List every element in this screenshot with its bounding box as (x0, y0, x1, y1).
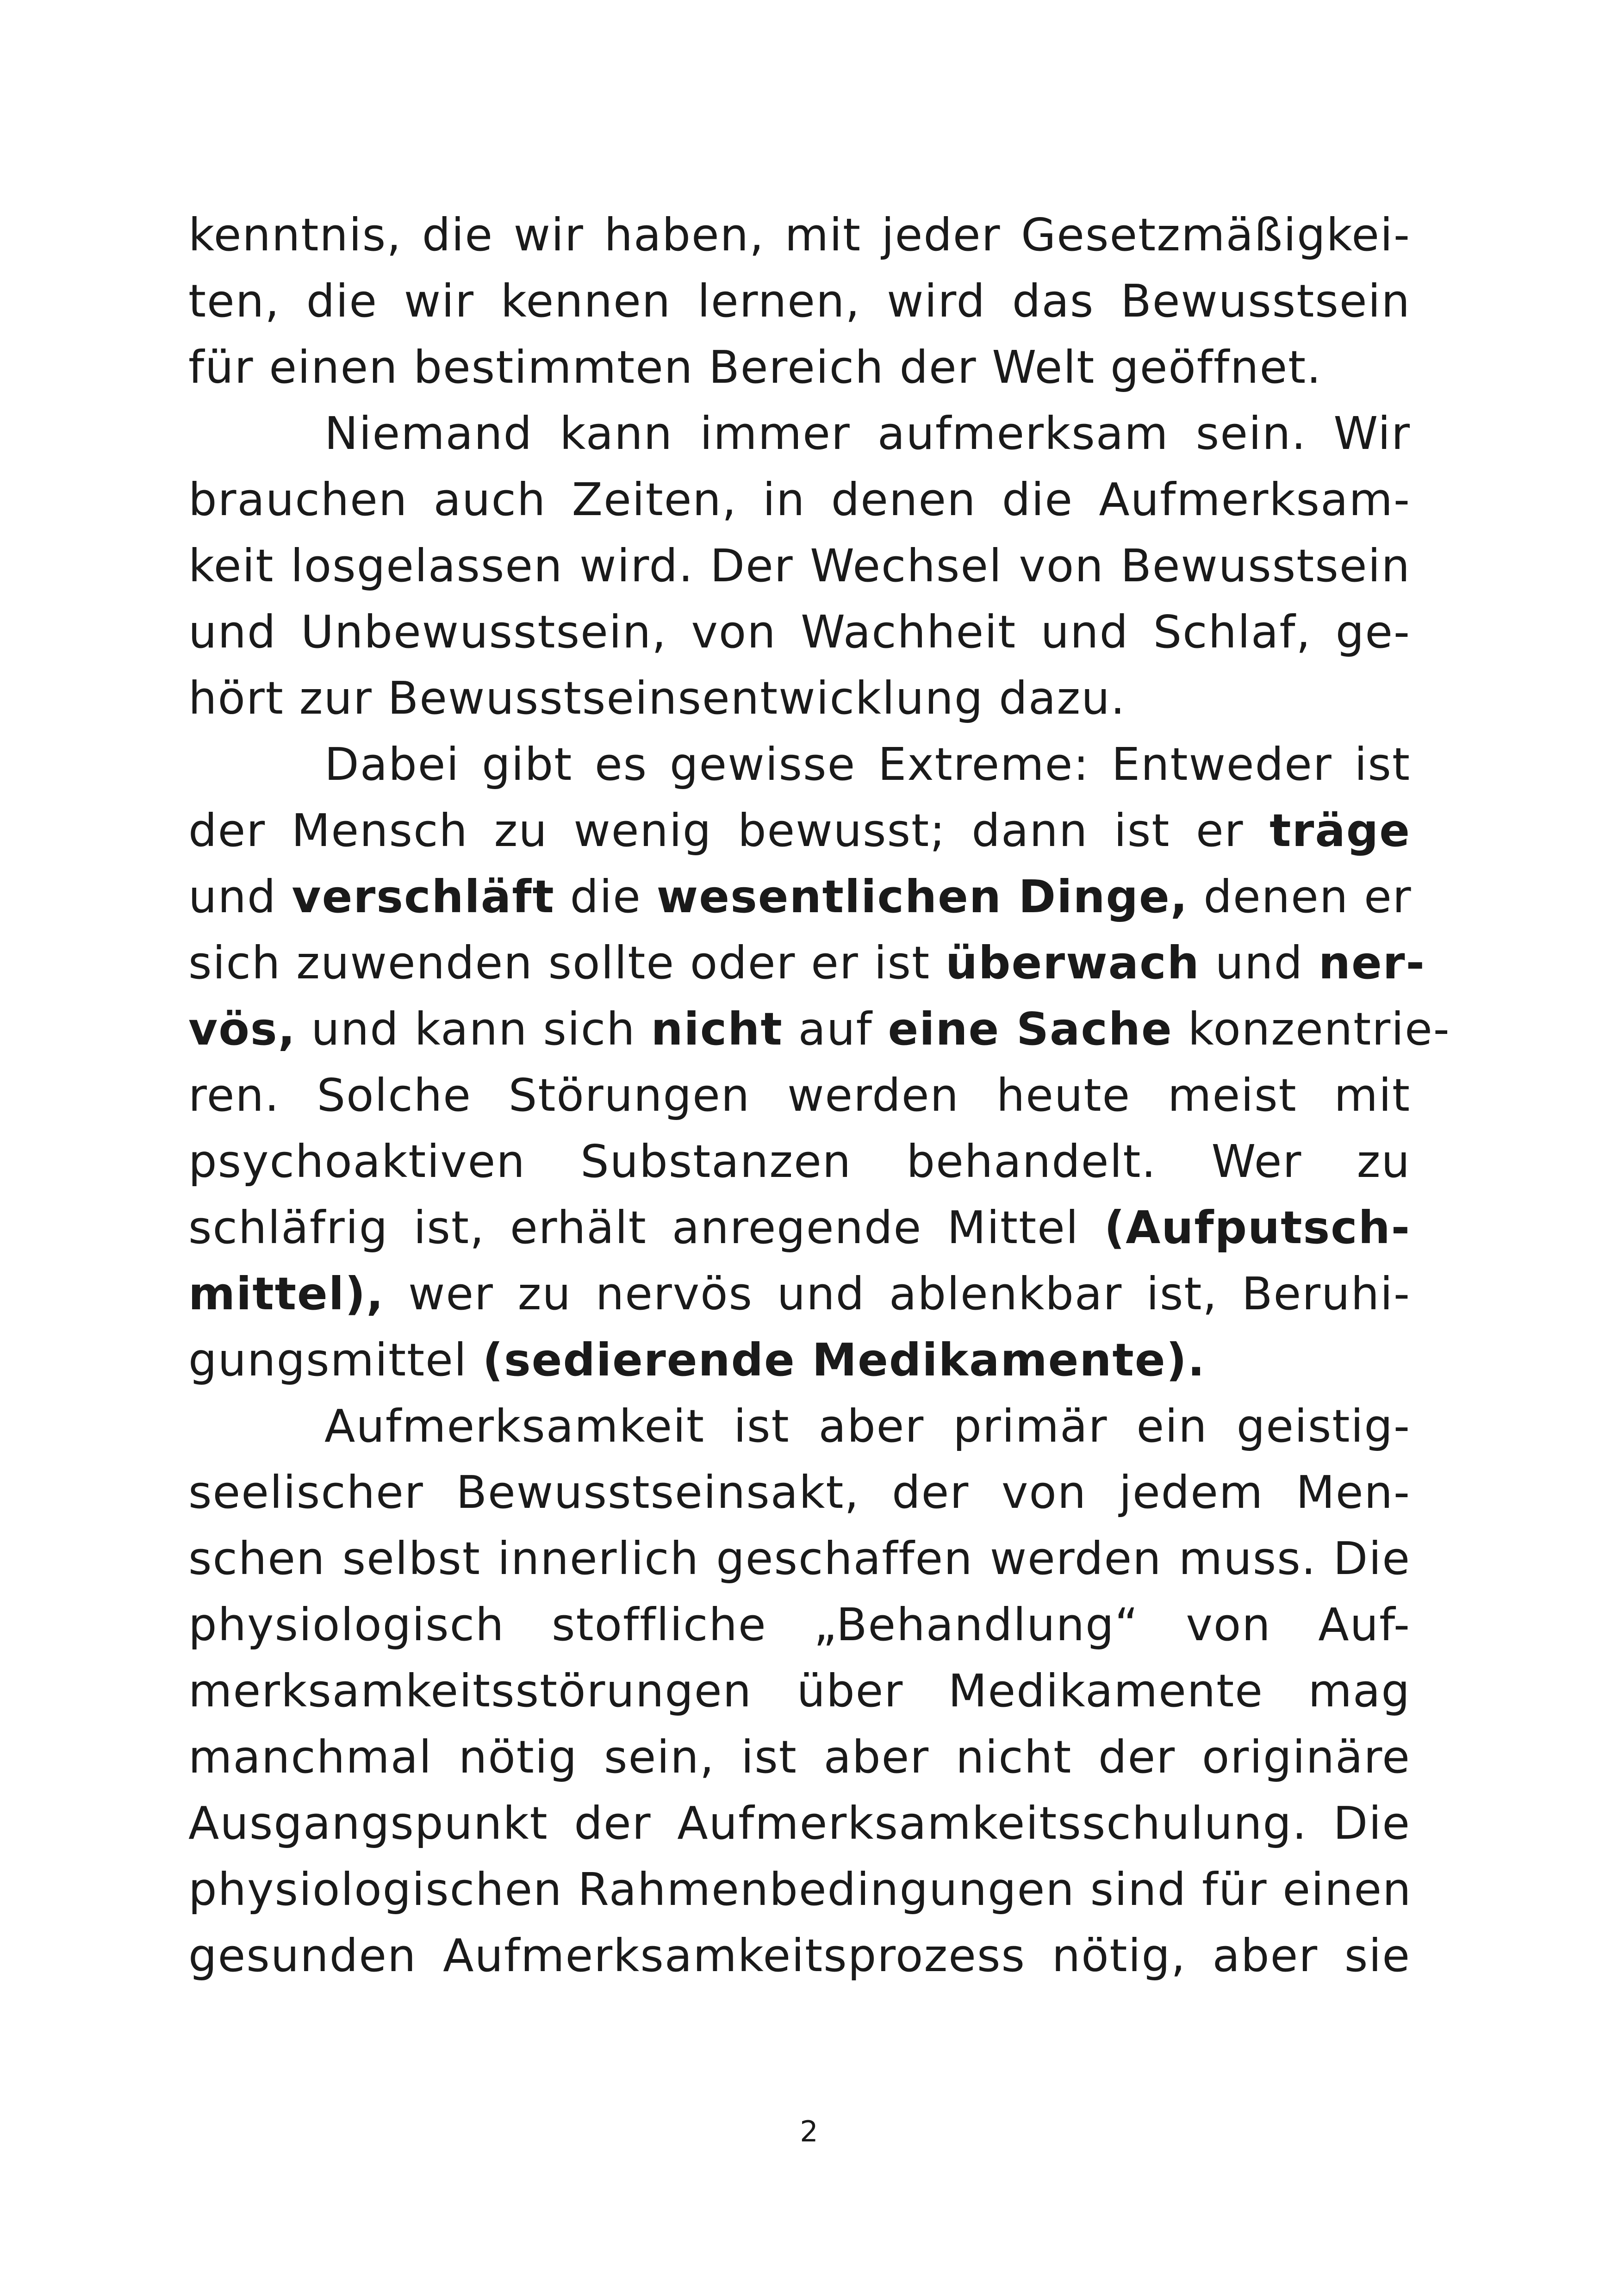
text-line: gesunden Aufmerksamkeitsprozess nötig, aber sie (188, 1929, 1411, 1982)
paragraph (188, 731, 1450, 1393)
text-line: schen selbst innerlich geschaffen werden muss. Die (188, 1532, 1411, 1585)
body-text (188, 202, 1450, 1989)
text-line: der Mensch zu wenig bewusst; dann ist er träge (188, 804, 1411, 857)
text-line: hört zur Bewusstseinsentwicklung dazu. (188, 672, 1126, 724)
text-line: manchmal nötig sein, ist aber nicht der originäre (188, 1731, 1411, 1783)
paragraph (188, 1393, 1411, 1989)
text-line: und Unbewusstsein, von Wachheit und Schlaf, ge- (188, 606, 1411, 658)
text-line: psychoaktiven Substanzen behandelt. Wer zu (188, 1135, 1411, 1188)
text-line: keit losgelassen wird. Der Wechsel von Bewusstsein (188, 540, 1411, 592)
text-line: Aufmerksamkeit ist aber primär ein geistig- (324, 1400, 1411, 1452)
text-line: vös, und kann sich nicht auf eine Sache konzentrie- (188, 1003, 1450, 1055)
text-line: Niemand kann immer aufmerksam sein. Wir (324, 407, 1411, 460)
text-line: ten, die wir kennen lernen, wird das Bewusstsein (188, 275, 1411, 327)
text-line: und verschläft die wesentlichen Dinge, denen er (188, 871, 1412, 923)
bold-term: eine Sache (888, 1003, 1173, 1055)
text-line: schläfrig ist, erhält anregende Mittel (Aufputsch- (188, 1201, 1411, 1254)
text-line: für einen bestimmten Bereich der Welt geöffnet. (188, 341, 1322, 393)
bold-term: mittel), (188, 1268, 385, 1320)
text-line: physiologisch stoffliche „Behandlung“ von Auf- (188, 1599, 1411, 1651)
text-line: mittel), wer zu nervös und ablenkbar ist, Beruhi- (188, 1268, 1411, 1320)
bold-term: überwach (945, 937, 1200, 989)
bold-term: vös, (188, 1003, 296, 1055)
page-number: 2 (800, 2115, 818, 2148)
text-line: merksamkeitsstörungen über Medikamente mag (188, 1665, 1411, 1717)
text-line: seelischer Bewusstseinsakt, der von jedem Men- (188, 1466, 1411, 1518)
paragraph (188, 400, 1411, 731)
text-line: sich zuwenden sollte oder er ist überwach und ner- (188, 937, 1425, 989)
bold-term: träge (1270, 804, 1411, 857)
text-line: ren. Solche Störungen werden heute meist mit (188, 1069, 1411, 1121)
bold-term: wesentlichen Dinge, (656, 871, 1189, 923)
bold-term: verschläft (292, 871, 555, 923)
text-line: gungsmittel (sedierende Medikamente). (188, 1334, 1206, 1386)
bold-term: ner- (1318, 937, 1425, 989)
text-line: kenntnis, die wir haben, mit jeder Gesetzmäßigkei- (188, 209, 1411, 261)
text-line: Dabei gibt es gewisse Extreme: Entweder ist (324, 738, 1411, 790)
text-line: physiologischen Rahmenbedingungen sind für einen (188, 1863, 1412, 1916)
paragraph (188, 202, 1411, 400)
bold-term: (Aufputsch- (1104, 1201, 1411, 1254)
text-line: brauchen auch Zeiten, in denen die Aufmerksam- (188, 473, 1411, 526)
bold-term: (sedierende Medikamente). (482, 1334, 1206, 1386)
text-line: Ausgangspunkt der Aufmerksamkeitsschulung. Die (188, 1797, 1411, 1849)
bold-term: nicht (651, 1003, 783, 1055)
